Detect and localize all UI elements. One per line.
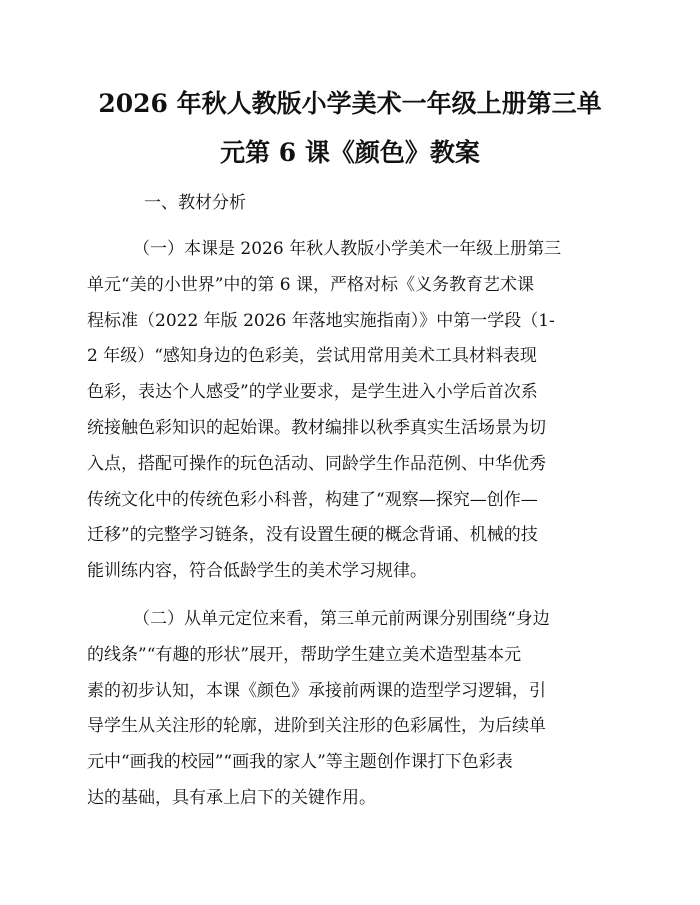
paragraph-line: 素的初步认知，本课《颜色》承接前两课的造型学习逻辑，引 [87, 680, 546, 701]
paragraph-line: 达的基础，具有承上启下的关键作用。 [87, 787, 376, 808]
paragraph-line: 能训练内容，符合低龄学生的美术学习规律。 [87, 561, 427, 582]
paragraph-line: 单元“美的小世界”中的第 6 课，严格对标《义务教育艺术课 [87, 274, 535, 295]
section-heading: 一、教材分析 [144, 193, 246, 213]
paragraph-line: 入点，搭配可操作的玩色活动、同龄学生作品范例、中华优秀 [87, 453, 546, 474]
paragraph-line: （一）本课是 2026 年秋人教版小学美术一年级上册第三 [133, 239, 562, 259]
paragraph-1 [87, 232, 619, 590]
paragraph-2 [87, 602, 619, 817]
paragraph-line: 统接触色彩知识的起始课。教材编排以秋季真实生活场景为切 [87, 417, 546, 438]
paragraph-line: 的线条”“有趣的形状”展开，帮助学生建立美术造型基本元 [87, 644, 522, 665]
paragraph-line: （二）从单元定位来看，第三单元前两课分别围绕“身边 [133, 609, 550, 629]
paragraph-line: 元中“画我的校园”“画我的家人”等主题创作课打下色彩表 [87, 752, 513, 773]
paragraph-line: 传统文化中的传统色彩小科普，构建了“观察—探究—创作— [87, 489, 538, 510]
paragraph-line: 导学生从关注形的轮廓，进阶到关注形的色彩属性，为后续单 [87, 716, 546, 737]
document-title-line-1: 2026 年秋人教版小学美术一年级上册第三单 [98, 89, 602, 118]
paragraph-line: 2 年级）“感知身边的色彩美，尝试用常用美术工具材料表现 [87, 346, 537, 367]
document-title-line-2: 元第 6 课《颜色》教案 [220, 138, 480, 167]
paragraph-line: 程标准（2022 年版 2026 年落地实施指南）》中第一学段（1- [87, 310, 555, 331]
paragraph-line: 色彩，表达个人感受”的学业要求，是学生进入小学后首次系 [87, 382, 538, 403]
paragraph-line: 迁移”的完整学习链条，没有设置生硬的概念背诵、机械的技 [87, 525, 538, 546]
